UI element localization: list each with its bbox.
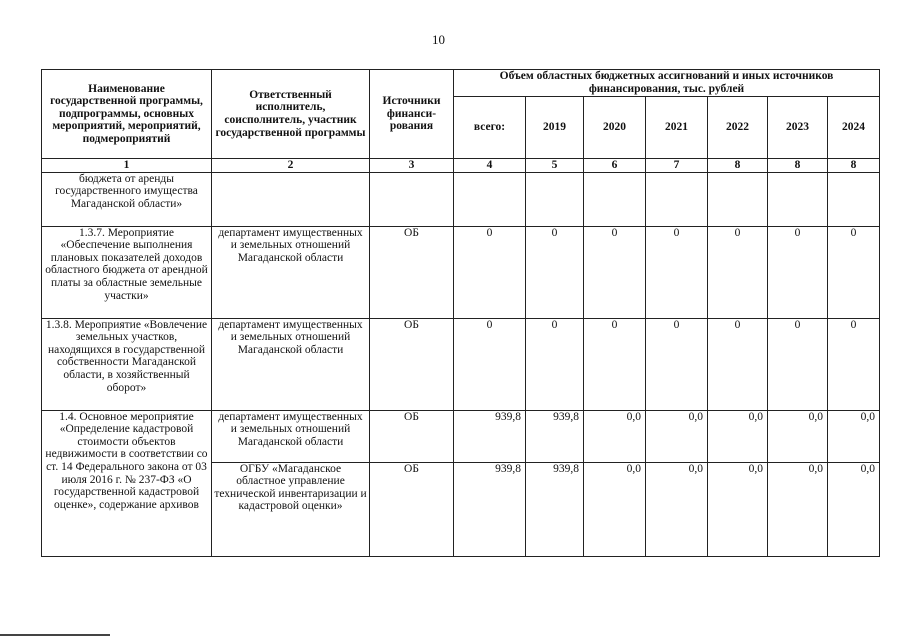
table-row xyxy=(42,172,880,226)
row-executor xyxy=(212,172,370,226)
row-value: 0,0 xyxy=(768,462,828,556)
row-value: 0 xyxy=(828,318,880,410)
header-volume: Объем областных бюджетных ассигнований и иных источников финансирования, тыс. рублей xyxy=(454,70,880,97)
column-number: 1 xyxy=(42,159,212,173)
row-source: ОБ xyxy=(370,226,454,318)
row-executor: департамент имущественных и земельных отношений Магаданской области xyxy=(212,410,370,462)
header-executor: Ответственный исполнитель, соисполнитель, участник государственной программы xyxy=(212,70,370,159)
header-sources: Источники финанси-рования xyxy=(370,70,454,159)
column-number: 2 xyxy=(212,159,370,173)
header-year: 2020 xyxy=(584,97,646,159)
column-number: 3 xyxy=(370,159,454,173)
row-value: 0 xyxy=(646,226,708,318)
page-number: 10 xyxy=(432,32,445,47)
row-value: 0 xyxy=(768,318,828,410)
header-year: 2023 xyxy=(768,97,828,159)
row-source: ОБ xyxy=(370,318,454,410)
column-number-row xyxy=(42,159,880,173)
row-value: 0,0 xyxy=(584,410,646,462)
row-value: 0 xyxy=(768,226,828,318)
column-number: 4 xyxy=(454,159,526,173)
row-value xyxy=(646,172,708,226)
column-number: 5 xyxy=(526,159,584,173)
header-year: 2024 xyxy=(828,97,880,159)
row-value xyxy=(708,172,768,226)
row-value: 0,0 xyxy=(646,462,708,556)
column-number: 6 xyxy=(584,159,646,173)
table-row xyxy=(42,410,880,462)
row-value: 0 xyxy=(454,226,526,318)
row-value: 0 xyxy=(584,226,646,318)
column-number: 8 xyxy=(828,159,880,173)
scan-artifact-line xyxy=(0,634,110,636)
column-number: 8 xyxy=(708,159,768,173)
row-source: ОБ xyxy=(370,462,454,556)
row-value: 939,8 xyxy=(454,462,526,556)
column-number: 8 xyxy=(768,159,828,173)
row-value: 0,0 xyxy=(828,410,880,462)
row-value: 0,0 xyxy=(708,462,768,556)
row-source xyxy=(370,172,454,226)
header-year: 2022 xyxy=(708,97,768,159)
table-row xyxy=(42,226,880,318)
row-value: 0 xyxy=(828,226,880,318)
row-value: 0,0 xyxy=(768,410,828,462)
row-value xyxy=(828,172,880,226)
row-value xyxy=(768,172,828,226)
row-value: 0,0 xyxy=(708,410,768,462)
row-value: 939,8 xyxy=(526,462,584,556)
row-value: 0 xyxy=(584,318,646,410)
row-value xyxy=(454,172,526,226)
row-name: 1.4. Основное мероприятие «Определение кадастровой стоимости объектов недвижимости в соответствии со ст. 14 Федерального закона от 03 июля 2016 г. № 237-ФЗ «О государственной кадастровой оценке», содержание архивов xyxy=(42,410,212,556)
row-value: 0 xyxy=(454,318,526,410)
row-executor: департамент имущественных и земельных отношений Магаданской области xyxy=(212,226,370,318)
row-source: ОБ xyxy=(370,410,454,462)
header-year: 2019 xyxy=(526,97,584,159)
row-name: бюджета от аренды государственного имущества Магаданской области» xyxy=(42,172,212,226)
row-name: 1.3.7. Мероприятие «Обеспечение выполнения плановых показателей доходов областного бюджета от арендной платы за областные земельные участки» xyxy=(42,226,212,318)
row-value: 939,8 xyxy=(526,410,584,462)
row-executor: ОГБУ «Магаданское областное управление технической инвентаризации и кадастровой оценки» xyxy=(212,462,370,556)
row-value xyxy=(584,172,646,226)
column-number: 7 xyxy=(646,159,708,173)
header-year: 2021 xyxy=(646,97,708,159)
row-value: 0,0 xyxy=(646,410,708,462)
table-row xyxy=(42,318,880,410)
row-executor: департамент имущественных и земельных отношений Магаданской области xyxy=(212,318,370,410)
row-value: 0 xyxy=(708,226,768,318)
row-value: 0 xyxy=(526,226,584,318)
row-value: 0 xyxy=(646,318,708,410)
budget-table xyxy=(41,69,880,557)
row-value: 0,0 xyxy=(584,462,646,556)
row-value: 939,8 xyxy=(454,410,526,462)
header-row xyxy=(42,70,880,97)
row-value: 0 xyxy=(526,318,584,410)
header-total: всего: xyxy=(454,97,526,159)
row-value: 0 xyxy=(708,318,768,410)
row-value: 0,0 xyxy=(828,462,880,556)
header-name: Наименование государственной программы, подпрограммы, основных мероприятий, мероприятий, подмероприятий xyxy=(42,70,212,159)
row-name: 1.3.8. Мероприятие «Вовлечение земельных участков, находящихся в государственной собственности Магаданской области, в хозяйственный оборот» xyxy=(42,318,212,410)
row-value xyxy=(526,172,584,226)
